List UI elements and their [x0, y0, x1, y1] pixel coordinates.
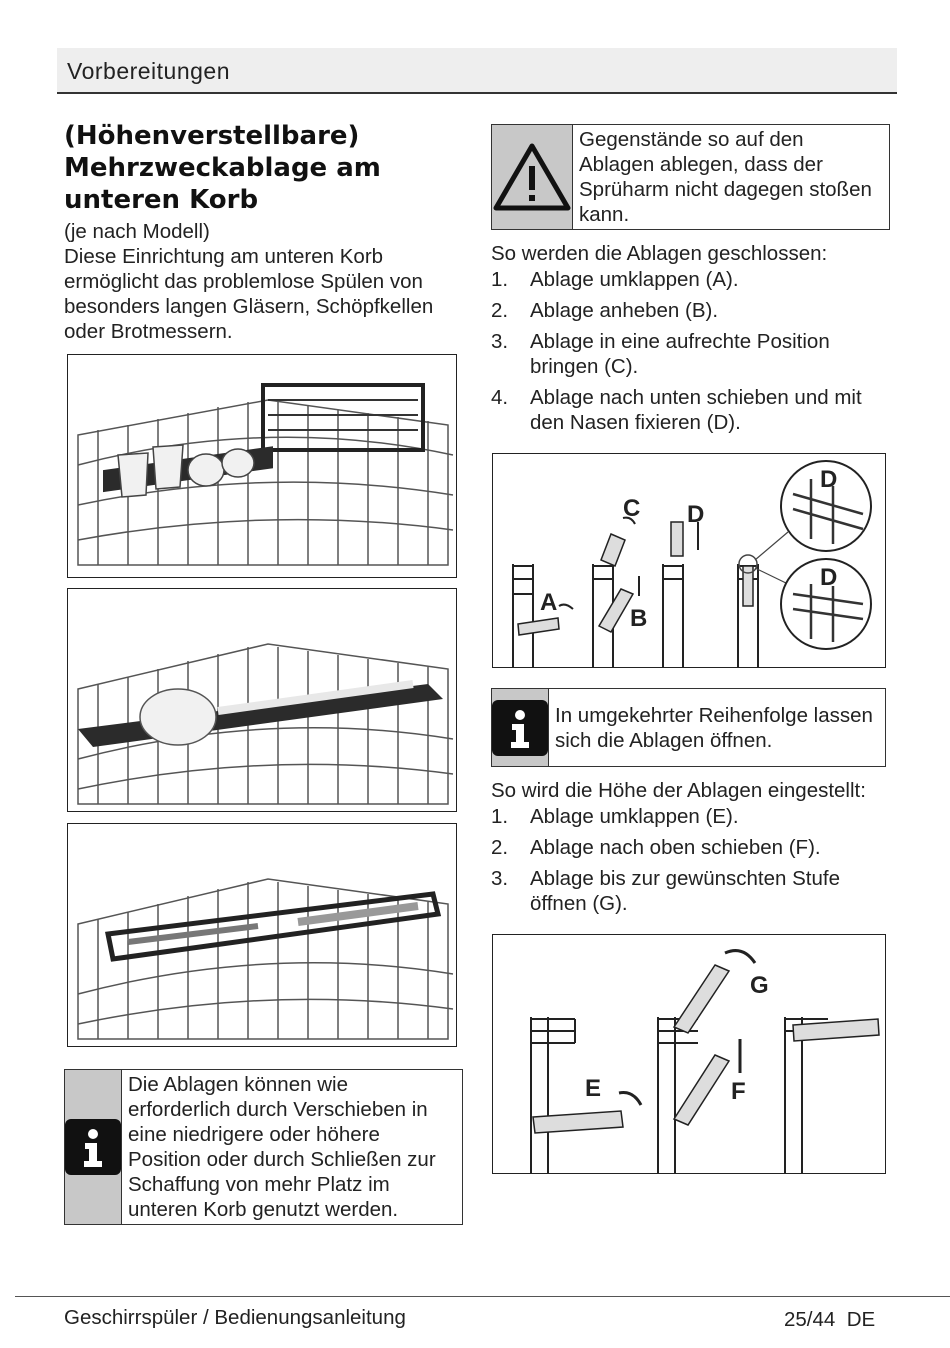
footer-divider: [15, 1296, 950, 1297]
close-steps-diagram: [493, 454, 885, 667]
label-a: A: [540, 589, 558, 616]
info-icon: [492, 700, 548, 756]
section-header: Vorbereitungen: [67, 58, 231, 84]
warning-note: [491, 124, 890, 230]
info-icon-cell: [492, 689, 549, 766]
label-g: G: [750, 972, 769, 999]
height-step: 1. Ablage umklappen (E).: [491, 805, 739, 828]
intro: [64, 219, 459, 344]
warning-note-text: Gegenstände so auf den Ablagen ablegen, dass der Sprüharm nicht dagegen stoßen kann.: [579, 128, 872, 226]
close-heading: So werden die Ablagen geschlossen:: [491, 242, 828, 265]
figure-rack-knives: [67, 823, 457, 1047]
label-d: D: [687, 501, 705, 528]
rack-ladle-illustration: [68, 589, 456, 811]
label-d-zoom-top: D: [820, 466, 838, 493]
close-step: 2. Ablage anheben (B).: [491, 299, 719, 322]
info-note-right: [491, 688, 886, 767]
close-step: 1. Ablage umklappen (A).: [491, 268, 739, 291]
label-e: E: [585, 1075, 602, 1102]
info-note-left-text: Die Ablagen können wie erforderlich durch Verschieben in eine niedrigere oder höhere Position oder durch Schließen zur Schaffung von mehr Platz im unteren Korb genutzt werden.: [128, 1073, 436, 1221]
label-c: C: [623, 495, 641, 522]
figure-height-steps: [492, 934, 886, 1174]
height-steps-diagram: [493, 935, 885, 1173]
figure-rack-glasses: [67, 354, 457, 578]
intro-model: (je nach Modell): [64, 220, 210, 243]
rack-knives-illustration: [68, 824, 456, 1046]
height-steps-list: [491, 804, 886, 922]
page-number: 25/44: [784, 1308, 836, 1331]
label-b: B: [630, 605, 648, 632]
info-note-right-text: In umgekehrter Reihenfolge lassen sich die Ablagen öffnen.: [555, 704, 873, 752]
language-code: DE: [846, 1308, 876, 1331]
warning-icon-cell: [492, 125, 573, 229]
height-step: 2. Ablage nach oben schieben (F).: [491, 836, 821, 859]
info-icon-cell: [65, 1070, 122, 1224]
footer-manual: Geschirrspüler / Bedienungsanleitung: [64, 1306, 406, 1329]
warning-triangle-icon: [492, 142, 572, 212]
rack-glasses-illustration: [68, 355, 456, 577]
footer-page: [784, 1308, 875, 1332]
figure-rack-ladle: [67, 588, 457, 812]
page-title: (Höhenverstellbare) Mehrzweckablage am unteren Korb: [64, 121, 381, 215]
close-steps-list: [491, 267, 886, 441]
label-f: F: [731, 1078, 746, 1105]
info-note-left: [64, 1069, 463, 1225]
height-step: 3. Ablage bis zur gewünschten Stufe öffnen (G).: [491, 867, 840, 915]
height-heading: So wird die Höhe der Ablagen eingestellt:: [491, 779, 866, 802]
info-icon: [65, 1119, 121, 1175]
label-d-zoom-bottom: D: [820, 564, 838, 591]
intro-text: Diese Einrichtung am unteren Korb ermöglicht das problemlose Spülen von besonders langen Gläsern, Schöpfkellen oder Brotmessern.: [64, 245, 434, 343]
close-step: 3. Ablage in eine aufrechte Position bringen (C).: [491, 330, 830, 378]
close-step: 4. Ablage nach unten schieben und mit den Nasen fixieren (D).: [491, 386, 862, 434]
figure-close-steps: [492, 453, 886, 668]
